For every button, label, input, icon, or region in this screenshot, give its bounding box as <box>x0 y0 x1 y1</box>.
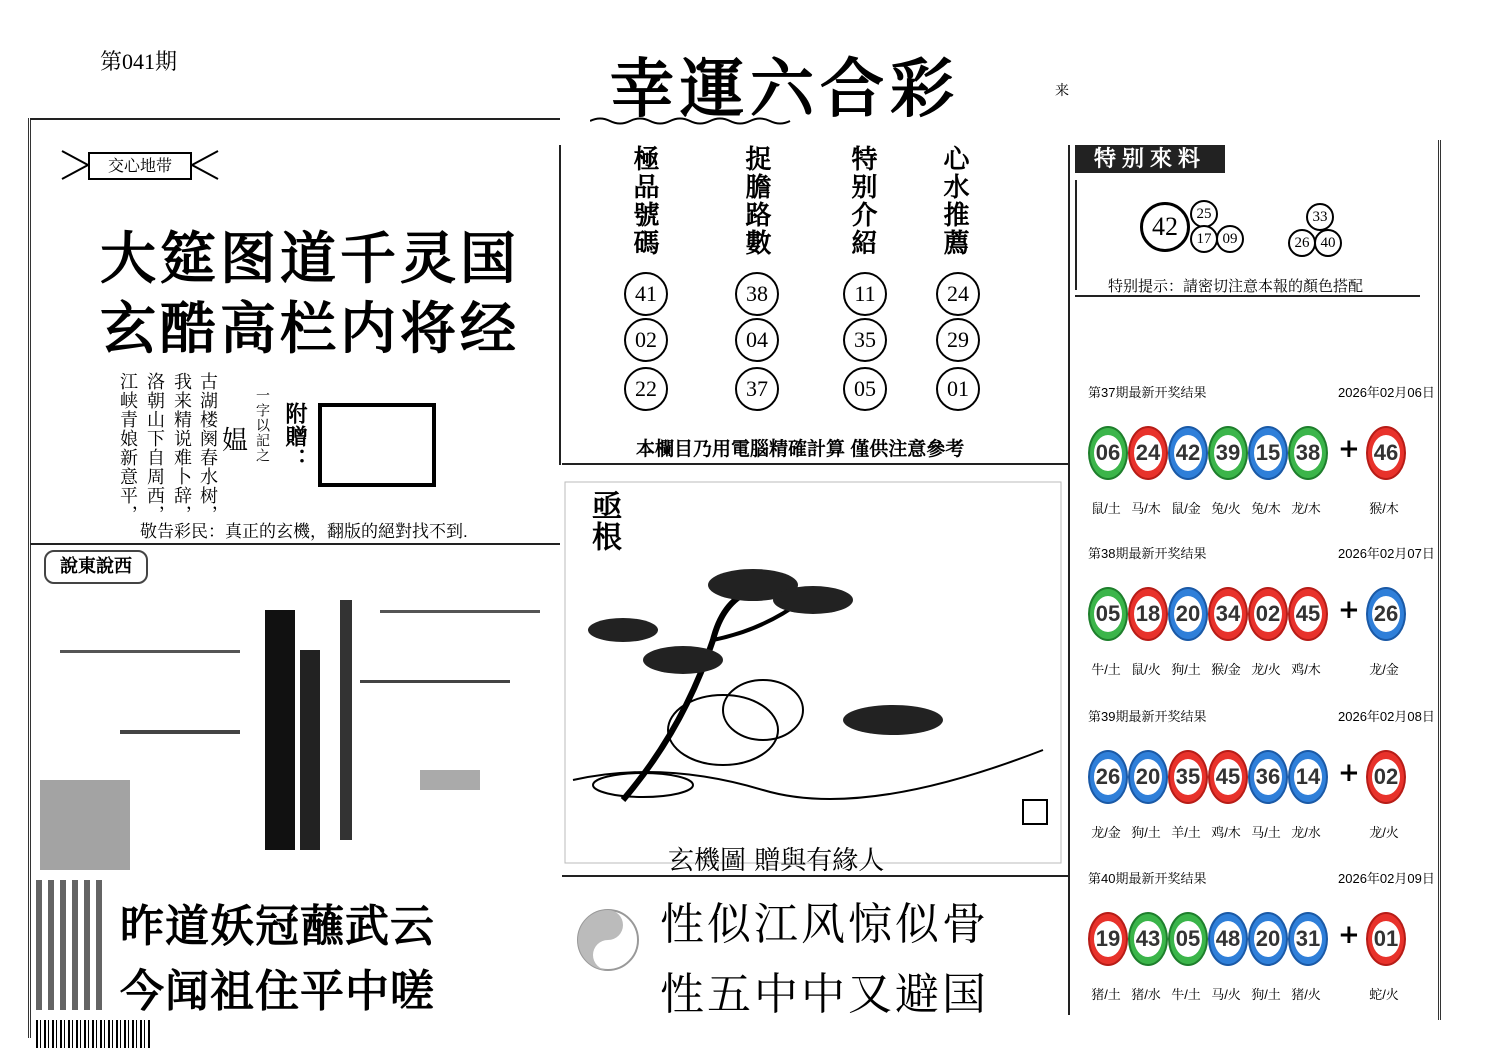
special-tip: 特别提示：請密切注意本報的顏色搭配 <box>1108 278 1364 295</box>
title-ornament <box>590 116 800 126</box>
faded-text-block <box>40 590 555 870</box>
zodiac-label: 龙/火 <box>1251 662 1281 677</box>
ball-number: 42 <box>1174 435 1202 471</box>
ball-number: 26 <box>1094 759 1122 795</box>
result-ball <box>1168 426 1208 480</box>
left-vine-border <box>28 118 31 1038</box>
gift-box <box>318 403 436 487</box>
plus-sign: + <box>1338 434 1360 464</box>
draw-date: 2026年02月08日 <box>1338 709 1435 724</box>
result-ball <box>1208 426 1248 480</box>
pick-ball: 24 <box>936 272 980 316</box>
result-ball <box>1288 750 1328 804</box>
ball-number: 43 <box>1134 921 1162 957</box>
result-ball <box>1128 912 1168 966</box>
draw-title: 第40期最新开奖结果 <box>1088 871 1207 886</box>
result-ball <box>1168 587 1208 641</box>
ball-number: 31 <box>1294 921 1322 957</box>
result-ball <box>1208 587 1248 641</box>
art-caption: 玄機圖 贈與有緣人 <box>668 846 885 876</box>
ball-number: 18 <box>1134 596 1162 632</box>
ball-number: 20 <box>1174 596 1202 632</box>
pick-header-4: 心水推薦 <box>939 145 969 257</box>
special-main-ball: 42 <box>1140 202 1190 252</box>
result-ball <box>1088 912 1128 966</box>
ball-number: 06 <box>1094 435 1122 471</box>
pick-header-2: 捉膽路數 <box>741 145 771 257</box>
special-label: 特别來料 <box>1075 145 1225 173</box>
zodiac-label: 猴/木 <box>1369 501 1399 516</box>
zodiac-label: 龙/金 <box>1369 662 1399 677</box>
zodiac-label: 蛇/火 <box>1369 987 1399 1002</box>
result-ball <box>1128 750 1168 804</box>
single-char: 媪 <box>222 426 249 456</box>
right-vine-border <box>1438 140 1441 1020</box>
result-ball <box>1248 912 1288 966</box>
result-ball <box>1288 587 1328 641</box>
section-tag-shuodong: 說東說西 <box>44 550 148 584</box>
zodiac-label: 鼠/火 <box>1131 662 1161 677</box>
pick-header-3: 特别介紹 <box>847 145 877 257</box>
zodiac-label: 鸡/木 <box>1291 662 1321 677</box>
pick-ball: 01 <box>936 367 980 411</box>
pick-ball: 38 <box>735 272 779 316</box>
barcode <box>36 1020 151 1048</box>
draw-title: 第39期最新开奖结果 <box>1088 709 1207 724</box>
special-result-ball <box>1366 426 1406 480</box>
result-ball <box>1248 426 1288 480</box>
ball-number: 20 <box>1254 921 1282 957</box>
art-calligraphy: 亟根 <box>586 490 621 552</box>
special-ball: 33 <box>1306 203 1334 231</box>
special-result-ball <box>1366 750 1406 804</box>
top-border-left <box>30 118 560 120</box>
ball-number: 05 <box>1174 921 1202 957</box>
result-ball <box>1208 912 1248 966</box>
zodiac-label: 猪/土 <box>1091 987 1121 1002</box>
draw-date: 2026年02月09日 <box>1338 871 1435 886</box>
zodiac-label: 龙/木 <box>1291 501 1321 516</box>
ball-number: 45 <box>1214 759 1242 795</box>
zodiac-label: 兔/木 <box>1251 501 1281 516</box>
ball-number: 34 <box>1214 596 1242 632</box>
zodiac-label: 狗/土 <box>1131 825 1161 840</box>
pick-ball: 41 <box>624 272 668 316</box>
pick-ball: 22 <box>624 367 668 411</box>
result-ball <box>1208 750 1248 804</box>
draw-title: 第38期最新开奖结果 <box>1088 546 1207 561</box>
ball-number: 39 <box>1214 435 1242 471</box>
zodiac-label: 马/木 <box>1131 501 1161 516</box>
ball-number: 15 <box>1254 435 1282 471</box>
zodiac-label: 鼠/土 <box>1091 501 1121 516</box>
special-ball: 17 <box>1190 225 1218 253</box>
gift-label: 附贈： <box>282 402 308 471</box>
ball-number: 20 <box>1134 759 1162 795</box>
ball-number: 05 <box>1094 596 1122 632</box>
result-ball <box>1088 750 1128 804</box>
result-ball <box>1128 426 1168 480</box>
poem-col-1: 古湖楼阕春水树， <box>197 372 218 524</box>
tag-label: 交心地带 <box>88 152 192 180</box>
poem-col-3: 洛朝山下自周西， <box>144 372 165 524</box>
divider-center-right <box>1068 145 1070 1015</box>
zodiac-label: 牛/土 <box>1091 662 1121 677</box>
issue-number: 第041期 <box>100 49 178 74</box>
calc-note: 本欄目乃用電腦精確計算 僅供注意參考 <box>636 439 965 460</box>
zodiac-label: 龙/水 <box>1291 825 1321 840</box>
ball-number: 19 <box>1094 921 1122 957</box>
special-result-ball <box>1366 587 1406 641</box>
divider-left-mid <box>30 543 560 545</box>
result-ball <box>1128 587 1168 641</box>
special-ball: 26 <box>1288 229 1316 257</box>
result-ball <box>1288 912 1328 966</box>
ball-number: 45 <box>1294 596 1322 632</box>
zodiac-label: 马/土 <box>1251 825 1281 840</box>
result-ball <box>1088 587 1128 641</box>
result-ball <box>1168 750 1208 804</box>
pine-tree-illustration <box>563 480 1063 865</box>
special-ball: 25 <box>1190 200 1218 228</box>
pick-ball: 35 <box>843 318 887 362</box>
result-ball <box>1288 426 1328 480</box>
zodiac-label: 猴/金 <box>1211 662 1241 677</box>
zodiac-label: 羊/土 <box>1171 825 1201 840</box>
center-verse-line-1: 性似江风惊似骨 <box>660 899 989 950</box>
poem-col-2: 我来精说难卜辞， <box>171 372 192 524</box>
zodiac-label: 狗/土 <box>1251 987 1281 1002</box>
zodiac-label: 猪/火 <box>1291 987 1321 1002</box>
zodiac-label: 牛/土 <box>1171 987 1201 1002</box>
one-word-label: 一字以記之 <box>254 388 270 463</box>
ball-number: 36 <box>1254 759 1282 795</box>
poem-col-4: 江峡青娘新意平， <box>117 372 138 524</box>
ball-number: 24 <box>1134 435 1162 471</box>
verse-line-1: 大筵图道千灵国 <box>100 226 520 292</box>
ball-number: 14 <box>1294 759 1322 795</box>
draw-title: 第37期最新开奖结果 <box>1088 385 1207 400</box>
divider-left <box>559 145 561 465</box>
pick-header-1: 極品號碼 <box>629 145 659 257</box>
pick-ball: 04 <box>735 318 779 362</box>
divider-center-mid <box>562 463 1068 465</box>
bottom-verse-line-2: 今闻祖住平中嗟 <box>120 966 435 1017</box>
draw-date: 2026年02月06日 <box>1338 385 1435 400</box>
pick-ball: 05 <box>843 367 887 411</box>
ball-number: 35 <box>1174 759 1202 795</box>
ball-number: 02 <box>1254 596 1282 632</box>
ball-number: 48 <box>1214 921 1242 957</box>
zodiac-label: 马/火 <box>1211 987 1241 1002</box>
page-title: 幸運六合彩 <box>610 52 960 127</box>
result-ball <box>1168 912 1208 966</box>
result-ball <box>1088 426 1128 480</box>
ball-number: 38 <box>1294 435 1322 471</box>
special-box-side <box>1075 180 1077 290</box>
pick-ball: 11 <box>843 272 887 316</box>
result-ball <box>1248 587 1288 641</box>
result-ball <box>1248 750 1288 804</box>
section-tag-jiaoxin <box>60 147 220 183</box>
noise-strip <box>36 880 106 1010</box>
zodiac-label: 龙/金 <box>1091 825 1121 840</box>
title-suffix: 来 <box>1055 83 1069 99</box>
yin-yang-icon <box>573 900 643 980</box>
center-verse-line-2: 性五中中又避国 <box>660 969 989 1020</box>
special-ball: 40 <box>1314 229 1342 257</box>
plus-sign: + <box>1338 920 1360 950</box>
notice-text: 敬告彩民：真正的玄機，翻版的絕對找不到. <box>140 522 468 541</box>
special-result-ball <box>1366 912 1406 966</box>
pick-ball: 29 <box>936 318 980 362</box>
ball-number: 46 <box>1372 435 1400 471</box>
verse-line-2: 玄酷高栏内将经 <box>100 296 520 362</box>
plus-sign: + <box>1338 758 1360 788</box>
zodiac-label: 鼠/金 <box>1171 501 1201 516</box>
pick-ball: 37 <box>735 367 779 411</box>
ball-number: 01 <box>1372 921 1400 957</box>
zodiac-label: 兔/火 <box>1211 501 1241 516</box>
special-ball: 09 <box>1216 225 1244 253</box>
ball-number: 26 <box>1372 596 1400 632</box>
zodiac-label: 猪/水 <box>1131 987 1161 1002</box>
ball-number: 02 <box>1372 759 1400 795</box>
draw-date: 2026年02月07日 <box>1338 546 1435 561</box>
pick-ball: 02 <box>624 318 668 362</box>
zodiac-label: 狗/土 <box>1171 662 1201 677</box>
bottom-verse-line-1: 昨道妖冠蘸武云 <box>120 901 435 952</box>
zodiac-label: 龙/火 <box>1369 825 1399 840</box>
plus-sign: + <box>1338 595 1360 625</box>
zodiac-label: 鸡/木 <box>1211 825 1241 840</box>
